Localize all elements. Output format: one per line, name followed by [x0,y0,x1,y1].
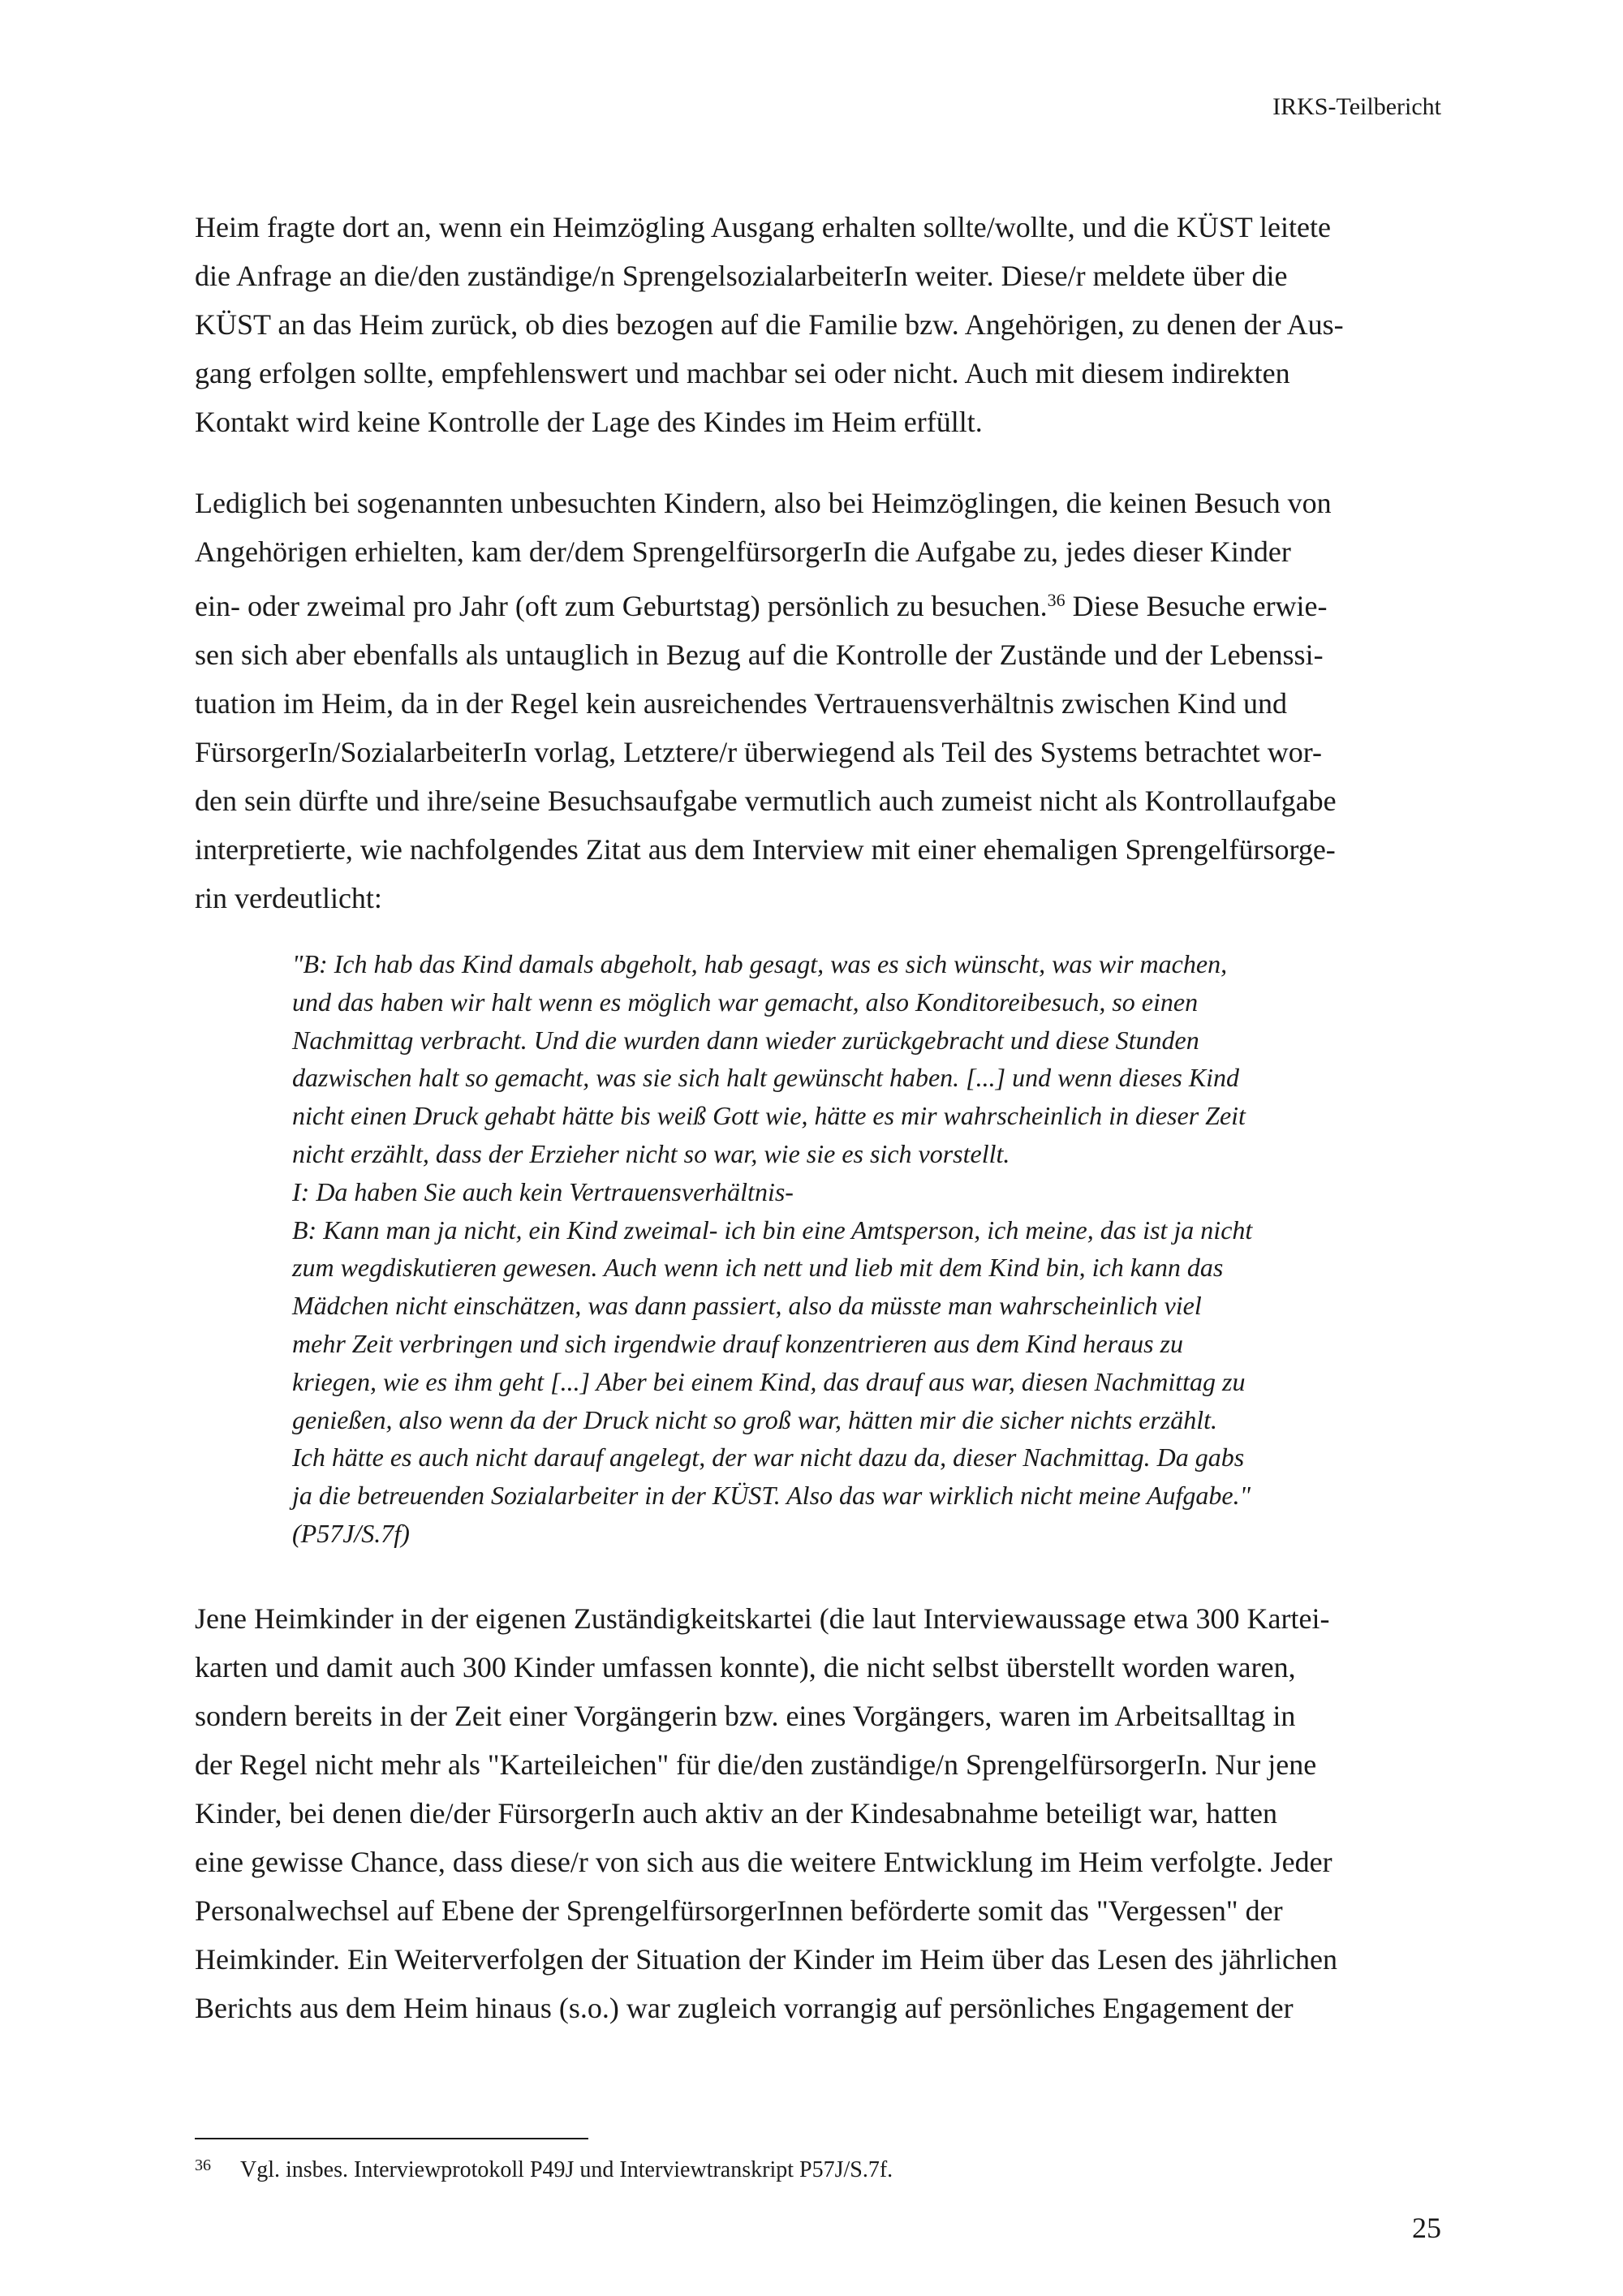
paragraph-3-line: eine gewisse Chance, dass diese/r von sich aus die weitere Entwicklung im Heim verfolgte. Jeder [195,1846,1332,1878]
paragraph-2-line: Diese Besuche erwie- [1065,590,1328,622]
quote-line: ja die betreuenden Sozialarbeiter in der KÜST. Also das war wirklich nicht meine Aufgabe." [292,1481,1251,1511]
page-number: 25 [1412,2212,1441,2244]
paragraph-3-line: karten und damit auch 300 Kinder umfassen konnte), die nicht selbst überstellt worden waren, [195,1651,1296,1683]
paragraph-1-line: Kontakt wird keine Kontrolle der Lage des Kindes im Heim erfüllt. [195,406,983,438]
quote-line: mehr Zeit verbringen und sich irgendwie drauf konzentrieren aus dem Kind heraus zu [292,1328,1183,1358]
paragraph-2-line: ein- oder zweimal pro Jahr (oft zum Geburtstag) persönlich zu besuchen. [195,590,1048,622]
footnote-text: Vgl. insbes. Interviewprotokoll P49J und Interviewtranskript P57J/S.7f. [240,2157,893,2182]
paragraph-3-line: Heimkinder. Ein Weiterverfolgen der Situation der Kinder im Heim über das Lesen des jährlichen [195,1943,1338,1976]
running-header: IRKS-Teilbericht [1272,93,1441,120]
paragraph-2-line: rin verdeutlicht: [195,882,382,914]
paragraph-3-line: Kinder, bei denen die/der FürsorgerIn auch aktiv an der Kindesabnahme beteiligt war, hatten [195,1797,1277,1829]
quote-line: und das haben wir halt wenn es möglich war gemacht, also Konditoreibesuch, so einen [292,987,1199,1017]
interview-quote [292,945,1363,1553]
quote-line: kriegen, wie es ihm geht [...] Aber bei einem Kind, das drauf aus war, diesen Nachmittag zu [292,1366,1246,1396]
paragraph-2 [195,479,1444,922]
paragraph-1-line: gang erfolgen sollte, empfehlenswert und machbar sei oder nicht. Auch mit diesem indirekten [195,357,1290,389]
paragraph-1-line: die Anfrage an die/den zuständige/n SprengelsozialarbeiterIn weiter. Diese/r meldete über die [195,260,1288,292]
quote-line: dazwischen halt so gemacht, was sie sich halt gewünscht haben. [...] und wenn dieses Kind [292,1063,1240,1093]
paragraph-2-line: tuation im Heim, da in der Regel kein ausreichendes Vertrauensverhältnis zwischen Kind und [195,687,1287,720]
paragraph-3-line: Personalwechsel auf Ebene der SprengelfürsorgerInnen beförderte somit das "Vergessen" der [195,1894,1283,1927]
quote-line: nicht einen Druck gehabt hätte bis weiß Gott wie, hätte es mir wahrscheinlich in dieser Zeit [292,1101,1246,1131]
quote-line: genießen, also wenn da der Druck nicht so groß war, hätten mir die sicher nichts erzählt. [292,1404,1218,1434]
quote-line: "B: Ich hab das Kind damals abgeholt, hab gesagt, was es sich wünscht, was wir machen, [292,949,1228,978]
quote-line: B: Kann man ja nicht, ein Kind zweimal- ich bin eine Amtsperson, ich meine, das ist ja nicht [292,1215,1253,1245]
quote-line: Mädchen nicht einschätzen, was dann passiert, also da müsste man wahrscheinlich viel [292,1291,1202,1321]
quote-line: Ich hätte es auch nicht darauf angelegt, der war nicht dazu da, dieser Nachmittag. Da gabs [292,1443,1245,1473]
paragraph-3-line: Berichts aus dem Heim hinaus (s.o.) war zugleich vorrangig auf persönliches Engagement der [195,1992,1294,2024]
paragraph-2-line: den sein dürfte und ihre/seine Besuchsaufgabe vermutlich auch zumeist nicht als Kontrollaufgabe [195,785,1337,817]
paragraph-3-line: der Regel nicht mehr als "Karteileichen" für die/den zuständige/n SprengelfürsorgerIn. Nur jene [195,1748,1317,1781]
paragraph-2-line: Angehörigen erhielten, kam der/dem SprengelfürsorgerIn die Aufgabe zu, jedes dieser Kinder [195,535,1291,568]
footnote-number: 36 [195,2156,211,2174]
paragraph-3-line: sondern bereits in der Zeit einer Vorgängerin bzw. eines Vorgängers, waren im Arbeitsalltag in [195,1700,1296,1732]
footnote [195,2156,893,2183]
footnote-reference[interactable]: 36 [1047,590,1065,610]
paragraph-2-line: Lediglich bei sogenannten unbesuchten Kindern, also bei Heimzöglingen, die keinen Besuch von [195,487,1332,519]
paragraph-3-line: Jene Heimkinder in der eigenen Zuständigkeitskartei (die laut Interviewaussage etwa 300 Kartei- [195,1602,1330,1635]
paragraph-2-line: interpretierte, wie nachfolgendes Zitat aus dem Interview mit einer ehemaligen Sprengelfürsorge- [195,833,1336,866]
paragraph-1 [195,203,1444,446]
paragraph-2-line: sen sich aber ebenfalls als untauglich in Bezug auf die Kontrolle der Zustände und der Lebenssi- [195,638,1324,671]
quote-line: I: Da haben Sie auch kein Vertrauensverhältnis- [292,1176,794,1206]
quote-line: Nachmittag verbracht. Und die wurden dann wieder zurückgebracht und diese Stunden [292,1025,1199,1055]
quote-line: nicht erzählt, dass der Erzieher nicht so war, wie sie es sich vorstellt. [292,1138,1010,1168]
quote-citation: (P57J/S.7f) [292,1518,410,1548]
paragraph-2-line: FürsorgerIn/SozialarbeiterIn vorlag, Letztere/r überwiegend als Teil des Systems betrachtet wor- [195,736,1322,768]
footnote-divider [195,2138,588,2139]
paragraph-1-line: Heim fragte dort an, wenn ein Heimzögling Ausgang erhalten sollte/wollte, und die KÜST leitete [195,211,1331,243]
quote-line: zum wegdiskutieren gewesen. Auch wenn ich nett und lieb mit dem Kind bin, ich kann das [292,1253,1224,1283]
paragraph-3 [195,1594,1444,2032]
paragraph-1-line: KÜST an das Heim zurück, ob dies bezogen auf die Familie bzw. Angehörigen, zu denen der Aus- [195,308,1344,341]
